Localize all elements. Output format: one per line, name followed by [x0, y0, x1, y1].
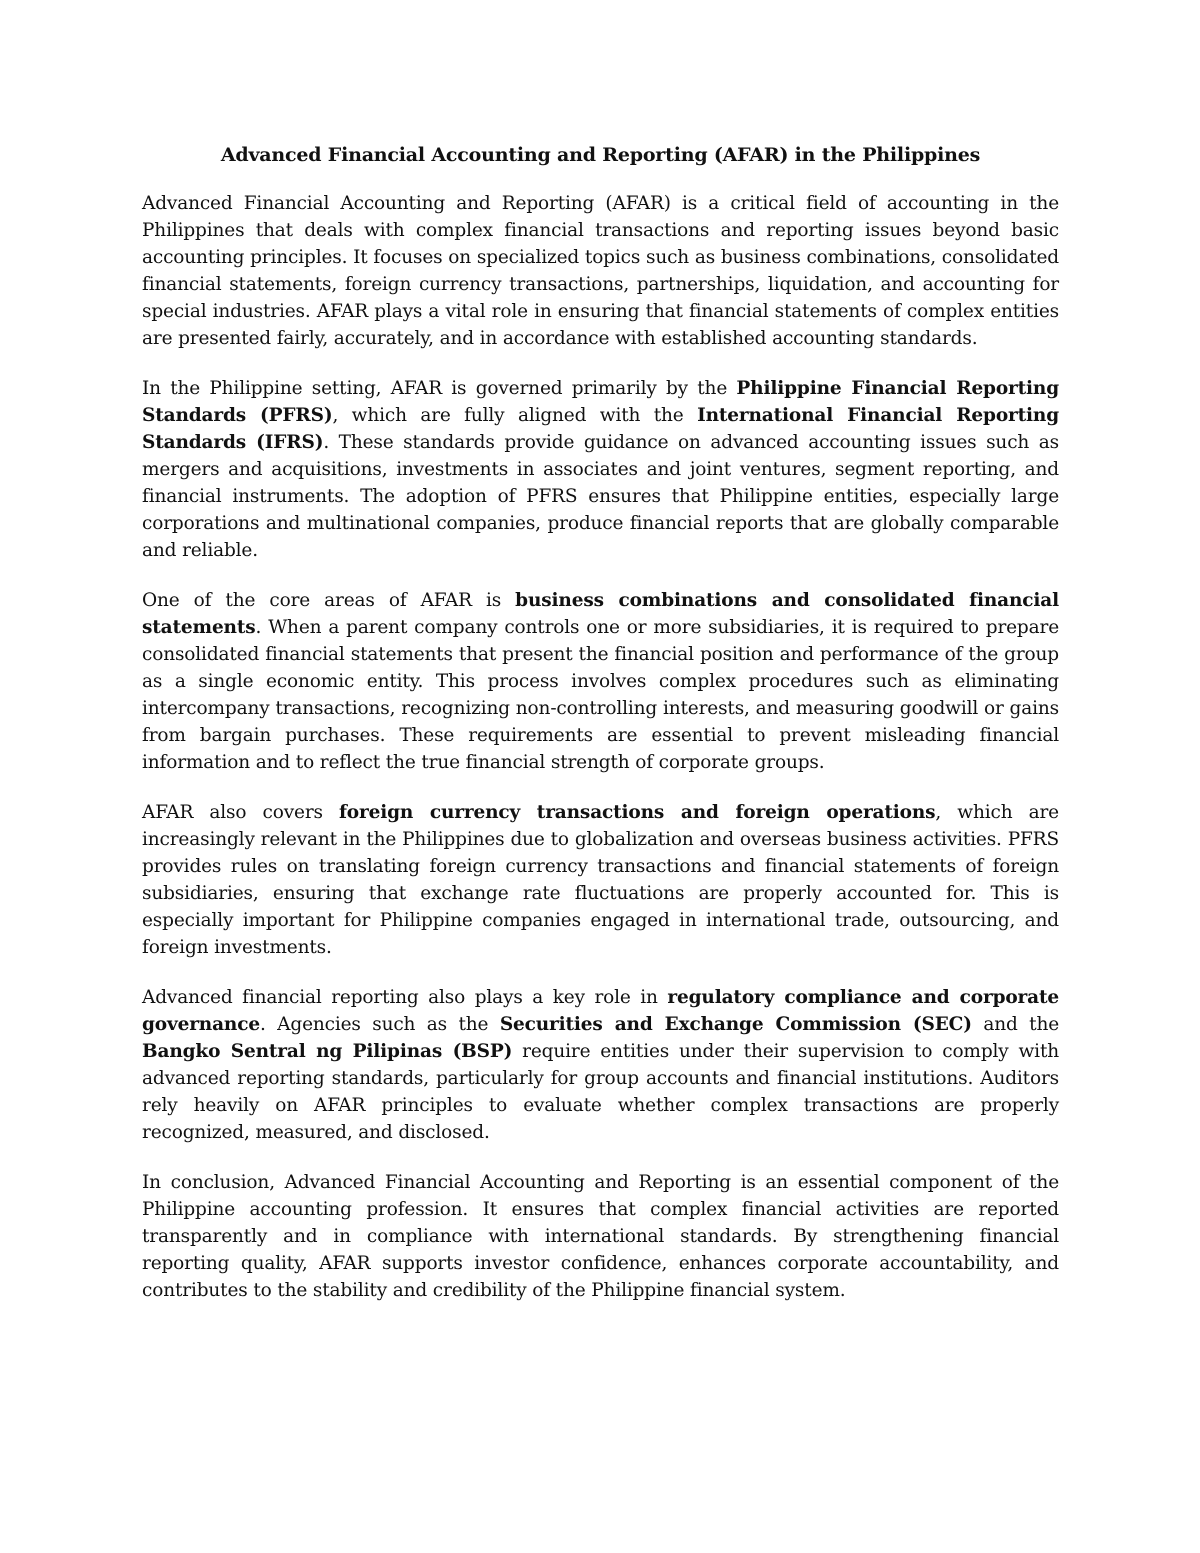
paragraph-text: . These standards provide guidance on advanced accounting issues such as mergers and acquisitions, investments in associates and joint ventures, segment reporting, and financial instruments. The adoption of PFRS ensures that Philippine entities, especially large corporations and multinational companies, produce financial reports that are globally comparable and reliable.	[142, 432, 1059, 561]
body-paragraph	[142, 587, 1059, 776]
paragraph-text: One of the core areas of AFAR is	[142, 590, 516, 611]
paragraph-text: AFAR also covers	[142, 802, 339, 823]
document-page	[142, 130, 1059, 1327]
bold-term: business combinations and consolidated financial statements	[142, 590, 1059, 638]
document-body	[142, 190, 1059, 1304]
body-paragraph	[142, 1169, 1059, 1304]
document-title: Advanced Financial Accounting and Reporting (AFAR) in the Philippines	[220, 144, 981, 166]
body-paragraph	[142, 984, 1059, 1146]
paragraph-text: Advanced financial reporting also plays a key role in	[142, 987, 668, 1008]
bold-term: foreign currency transactions and foreign operations	[339, 802, 936, 823]
body-paragraph	[142, 190, 1059, 352]
bold-term: Securities and Exchange Commission (SEC)	[499, 1014, 972, 1035]
paragraph-text: Advanced Financial Accounting and Reporting (AFAR) is a critical field of accounting in the Philippines that deals with complex financial transactions and reporting issues beyond basic accounting principles. It focuses on specialized topics such as business combinations, consolidated financial statements, foreign currency transactions, partnerships, liquidation, and accounting for special industries. AFAR plays a vital role in ensuring that financial statements of complex entities are presented fairly, accurately, and in accordance with established accounting standards.	[142, 193, 1059, 349]
paragraph-text: In conclusion, Advanced Financial Accounting and Reporting is an essential component of the Philippine accounting profession. It ensures that complex financial activities are reported transparently and in compliance with international standards. By strengthening financial reporting quality, AFAR supports investor confidence, enhances corporate accountability, and contributes to the stability and credibility of the Philippine financial system.	[142, 1172, 1059, 1301]
body-paragraph	[142, 799, 1059, 961]
paragraph-text: , which are fully aligned with the	[332, 405, 698, 426]
paragraph-text: require entities under their supervision to comply with advanced reporting standards, particularly for group accounts and financial institutions. Auditors rely heavily on AFAR principles to evaluate whether complex transactions are properly recognized, measured, and disclosed.	[142, 1041, 1060, 1143]
paragraph-text: and the	[971, 1014, 1060, 1035]
paragraph-text: In the Philippine setting, AFAR is governed primarily by the	[142, 378, 737, 399]
paragraph-text: . When a parent company controls one or more subsidiaries, it is required to prepare consolidated financial statements that present the financial position and performance of the group as a single economic entity. This process involves complex procedures such as eliminating intercompany transactions, recognizing non-controlling interests, and measuring goodwill or gains from bargain purchases. These requirements are essential to prevent misleading financial information and to reflect the true financial strength of corporate groups.	[142, 617, 1059, 773]
body-paragraph	[142, 375, 1059, 564]
bold-term: Philippine Financial Reporting Standards (PFRS)	[142, 378, 1059, 426]
bold-term: Bangko Sentral ng Pilipinas (BSP)	[142, 1041, 513, 1062]
paragraph-text: , which are increasingly relevant in the Philippines due to globalization and overseas business activities. PFRS provides rules on translating foreign currency transactions and financial statements of foreign subsidiaries, ensuring that exchange rate fluctuations are properly accounted for. This is especially important for Philippine companies engaged in international trade, outsourcing, and foreign investments.	[142, 802, 1059, 958]
bold-term: International Financial Reporting Standards (IFRS)	[142, 405, 1059, 453]
paragraph-text: . Agencies such as the	[259, 1014, 500, 1035]
bold-term: regulatory compliance and corporate governance	[142, 987, 1060, 1035]
